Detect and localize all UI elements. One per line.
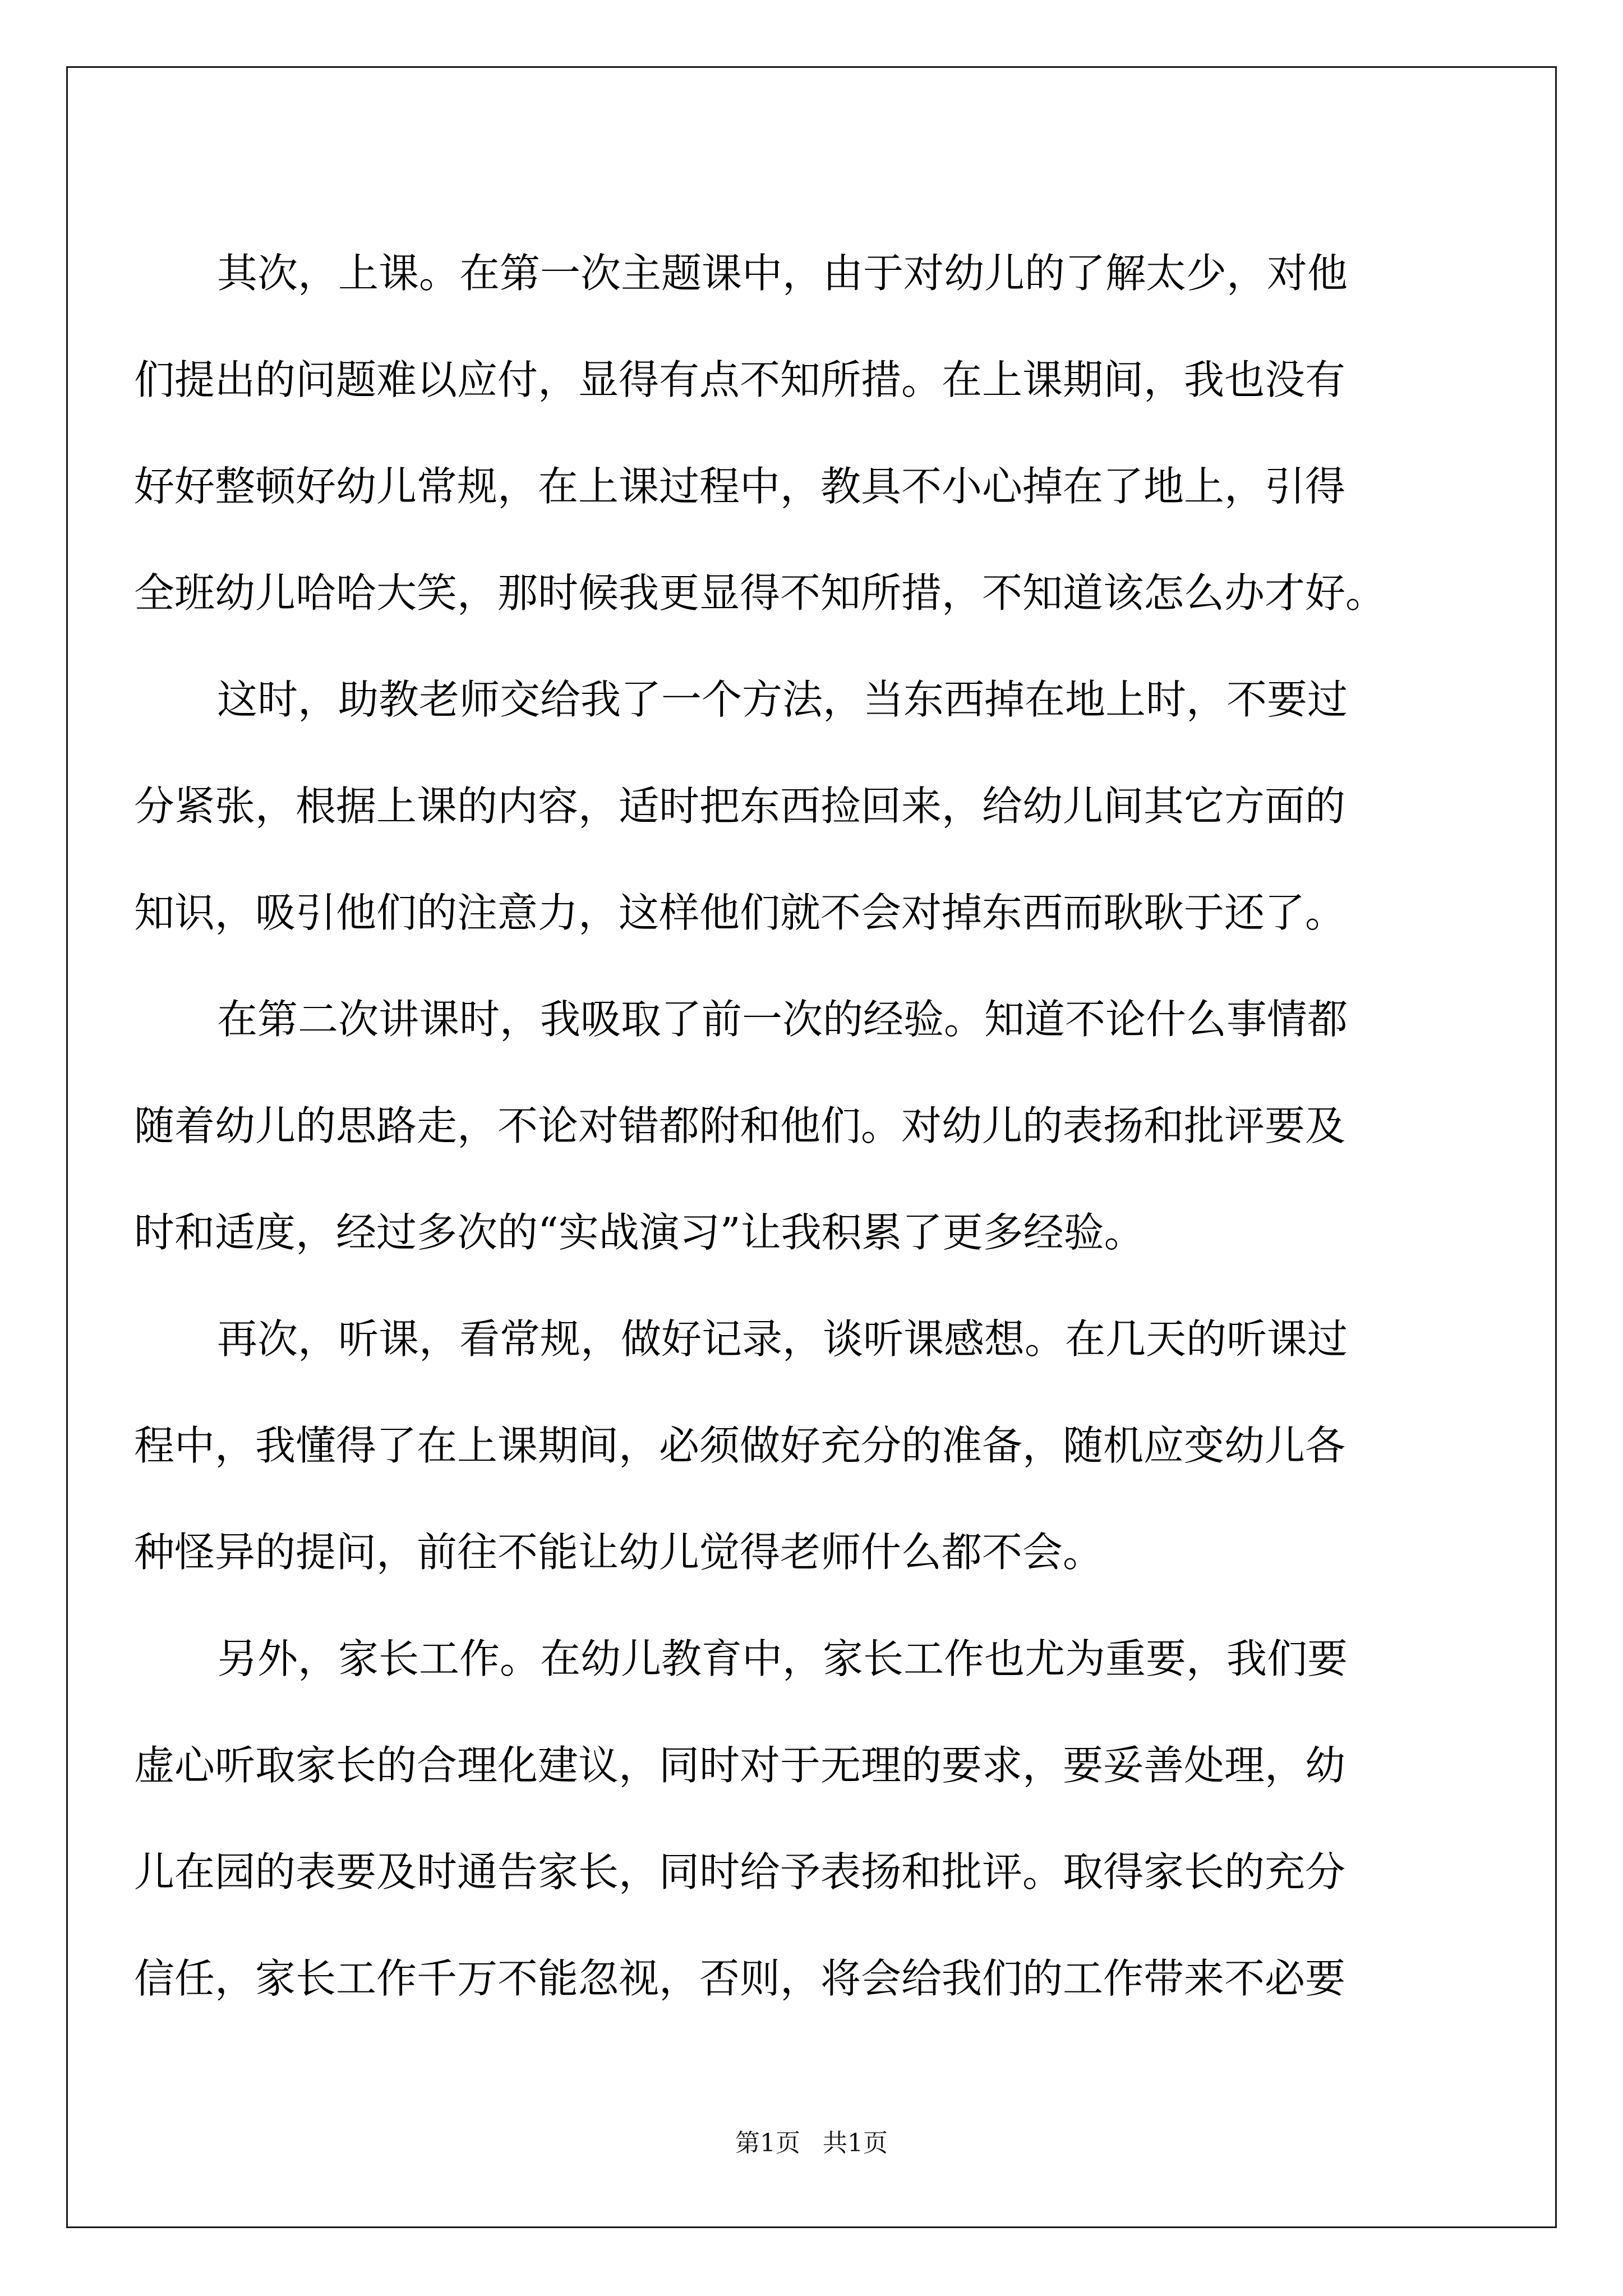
text-line: 另外，家长工作。在幼儿教育中，家长工作也尤为重要，我们要: [217, 1635, 1348, 1682]
text-line: 时和适度，经过多次的“实战演习”让我积累了更多经验。: [134, 1209, 1145, 1256]
text-line: 虚心听取家长的合理化建议，同时对于无理的要求，要妥善处理，幼: [134, 1742, 1346, 1789]
page-footer: [0, 2123, 1623, 2159]
text-line: 知识，吸引他们的注意力，这样他们就不会对掉东西而耿耿于还了。: [134, 889, 1346, 936]
text-line: 再次，听课，看常规，做好记录，谈听课感想。在几天的听课过: [217, 1315, 1348, 1363]
text-line: 全班幼儿哈哈大笑，那时候我更显得不知所措，不知道该怎么办才好。: [134, 569, 1386, 616]
text-line: 种怪异的提问，前往不能让幼儿觉得老师什么都不会。: [134, 1529, 1104, 1576]
text-line: 们提出的问题难以应付，显得有点不知所措。在上课期间，我也没有: [134, 356, 1346, 403]
document-body: [134, 220, 1424, 2032]
page-number-current: 第1页: [735, 2129, 800, 2157]
text-line: 好好整顿好幼儿常规，在上课过程中，教具不小心掉在了地上，引得: [134, 463, 1346, 510]
text-line: 这时，助教老师交给我了一个方法，当东西掉在地上时，不要过: [217, 676, 1348, 723]
text-line: 随着幼儿的思路走，不论对错都附和他们。对幼儿的表扬和批评要及: [134, 1102, 1346, 1149]
text-line: 程中，我懂得了在上课期间，必须做好充分的准备，随机应变幼儿各: [134, 1422, 1346, 1469]
text-line: 信任，家长工作千万不能忽视，否则，将会给我们的工作带来不必要: [134, 1955, 1346, 2002]
text-line: 儿在园的表要及时通告家长，同时给予表扬和批评。取得家长的充分: [134, 1848, 1346, 1895]
text-line: 在第二次讲课时，我吸取了前一次的经验。知道不论什么事情都: [217, 996, 1348, 1043]
text-line: 分紧张，根据上课的内容，适时把东西捡回来，给幼儿间其它方面的: [134, 783, 1346, 830]
page-number-total: 共1页: [823, 2129, 888, 2157]
text-line: 其次，上课。在第一次主题课中，由于对幼儿的了解太少，对他: [217, 250, 1348, 297]
